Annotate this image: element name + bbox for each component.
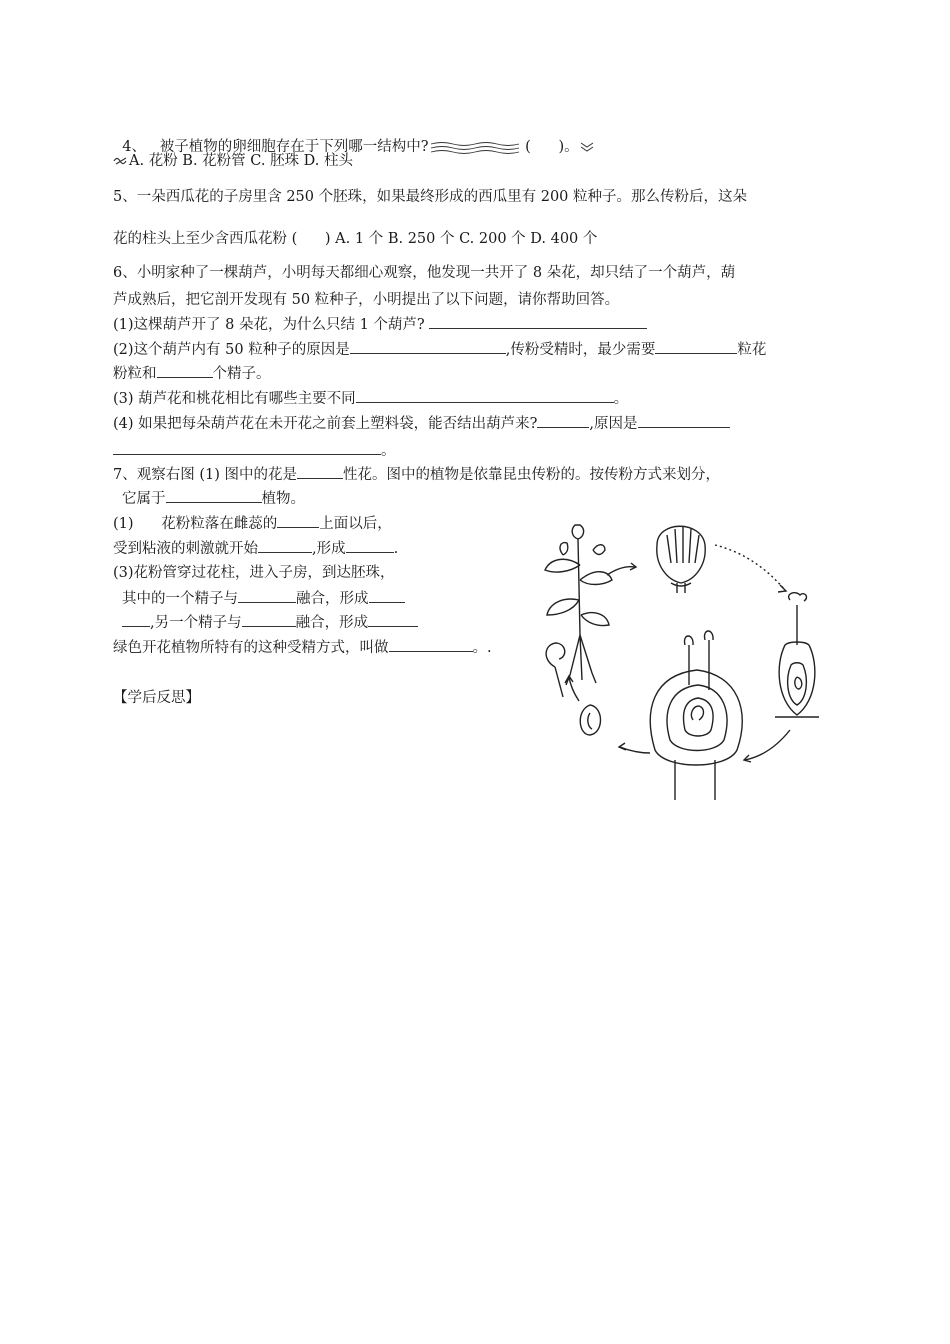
q6-answer-blank-5[interactable] <box>356 388 614 403</box>
q4-paren: ( )。 <box>525 139 579 155</box>
q7-p4-text-a: 其中的一个精子与 <box>122 591 238 607</box>
q7-answer-blank-7[interactable] <box>369 588 405 603</box>
q7-p2-text-b: ,形成 <box>312 541 346 557</box>
q7-p2 <box>113 538 398 559</box>
q6-sub2 <box>113 339 766 360</box>
q4-options-line <box>113 151 353 171</box>
q7-answer-blank-3[interactable] <box>277 513 319 528</box>
q7-answer-blank-10[interactable] <box>368 612 418 627</box>
q7-answer-blank-8[interactable] <box>122 612 150 627</box>
q7-p1 <box>113 513 392 534</box>
q7-answer-blank-2[interactable] <box>166 488 262 503</box>
q6-sub2-text-b: ,传粉受精时，最少需要 <box>505 342 656 358</box>
reflection-heading: 【学后反思】 <box>113 690 200 706</box>
q6-answer-blank-1[interactable] <box>429 314 647 329</box>
pistil-icon <box>775 593 819 717</box>
chevron-down-icon <box>579 141 595 153</box>
scribble-icon <box>113 155 129 167</box>
q4-stem: 被子植物的卵细胞存在于下列哪一结构中? <box>159 139 429 155</box>
q6-answer-blank-7[interactable] <box>638 413 730 428</box>
arrow-icon <box>607 567 635 575</box>
q5-line2: 花的柱头上至少含西瓜花粉 ( ) A. 1 个 B. 250 个 C. 200 个 D. 400 个 <box>113 231 598 247</box>
q7-p4 <box>122 588 405 609</box>
q7-answer-blank-11[interactable] <box>389 637 473 652</box>
q6-sub2-text-a: (2)这个葫芦内有 50 粒种子的原因是 <box>113 342 350 358</box>
q6-sub2-text-e: 个精子。 <box>212 366 271 382</box>
q7-p5-text-a: ,另一个精子与 <box>150 615 242 631</box>
q7-p1-text-b: 上面以后， <box>319 516 392 532</box>
plant-icon <box>545 525 612 685</box>
q5-line1: 5、一朵西瓜花的子房里含 250 个胚珠，如果最终形成的西瓜里有 200 粒种子。那么传粉后，这朵 <box>113 189 748 205</box>
wavy-mark-icon <box>429 140 521 154</box>
q7-p2-text-c: . <box>393 541 399 557</box>
q6-line2: 芦成熟后，把它剖开发现有 50 粒种子，小明提出了以下问题，请你帮助回答。 <box>113 292 620 308</box>
q7-answer-blank-1[interactable] <box>297 464 343 479</box>
sprout-icon <box>546 643 565 697</box>
q7-p6 <box>113 637 492 658</box>
q6-sub4-end: 。 <box>381 443 396 459</box>
q7-line2-text-a: 它属于 <box>122 491 166 507</box>
q6-line1: 6、小明家种了一棵葫芦，小明每天都细心观察，他发现一共开了 8 朵花，却只结了一个葫芦，葫 <box>113 265 736 281</box>
q7-line2 <box>122 488 305 509</box>
q7-p4-text-b: 融合，形成 <box>296 591 369 607</box>
q7-p6-text-b: 。. <box>472 640 492 656</box>
q7-p3: (3)花粉管穿过花柱，进入子房，到达胚珠， <box>113 565 395 581</box>
q7-line1-text-b: 性花。图中的植物是依靠昆虫传粉的。按传粉方式来划分， <box>342 467 720 483</box>
q6-sub2-text-c: 粒花 <box>737 342 767 358</box>
q6-sub1 <box>113 314 647 335</box>
q7-answer-blank-5[interactable] <box>346 538 394 553</box>
ovule-section-icon <box>650 631 742 800</box>
q6-sub4-text-a: (4) 如果把每朵葫芦花在未开花之前套上塑料袋，能否结出葫芦来? <box>113 416 538 432</box>
q7-answer-blank-4[interactable] <box>258 538 312 553</box>
q6-sub1-text: (1)这棵葫芦开了 8 朵花，为什么只结 1 个葫芦? <box>113 317 425 333</box>
q7-p2-text-a: 受到粘液的刺激就开始 <box>113 541 258 557</box>
q4-options: A. 花粉 B. 花粉管 C. 胚珠 D. 柱头 <box>129 153 354 169</box>
q6-answer-blank-3[interactable] <box>655 339 737 354</box>
q6-sub4 <box>113 413 730 434</box>
q7-p6-text-a: 绿色开花植物所特有的这种受精方式，叫做 <box>113 640 389 656</box>
q7-p1-text-a: (1) 花粉粒落在雌蕊的 <box>113 516 278 532</box>
q6-sub2-text-d: 粉粒和 <box>113 366 157 382</box>
q6-answer-blank-4[interactable] <box>157 363 213 378</box>
q6-sub2-cont <box>113 363 271 384</box>
q6-answer-blank-8[interactable] <box>113 440 381 455</box>
q6-sub4-text-b: ,原因是 <box>589 416 638 432</box>
q6-sub4-cont <box>113 440 396 461</box>
q6-sub3 <box>113 388 628 409</box>
q7-p5 <box>122 612 418 633</box>
q6-sub3-text: (3) 葫芦花和桃花相比有哪些主要不同 <box>113 391 356 407</box>
q7-line1 <box>113 464 720 485</box>
flower-section-icon <box>657 526 705 593</box>
q7-answer-blank-6[interactable] <box>238 588 296 603</box>
q7-line2-text-b: 植物。 <box>261 491 305 507</box>
q7-line1-text-a: 7、观察右图 (1) 图中的花是 <box>113 467 297 483</box>
q7-p5-text-b: 融合，形成 <box>295 615 369 631</box>
seed-icon <box>580 705 600 735</box>
fertilization-cycle-figure <box>535 505 845 805</box>
q6-answer-blank-6[interactable] <box>537 413 589 428</box>
q6-answer-blank-2[interactable] <box>350 339 506 354</box>
q6-sub3-end: 。 <box>613 391 629 407</box>
q7-answer-blank-9[interactable] <box>242 612 296 627</box>
q4-number: 4、 <box>122 139 146 155</box>
